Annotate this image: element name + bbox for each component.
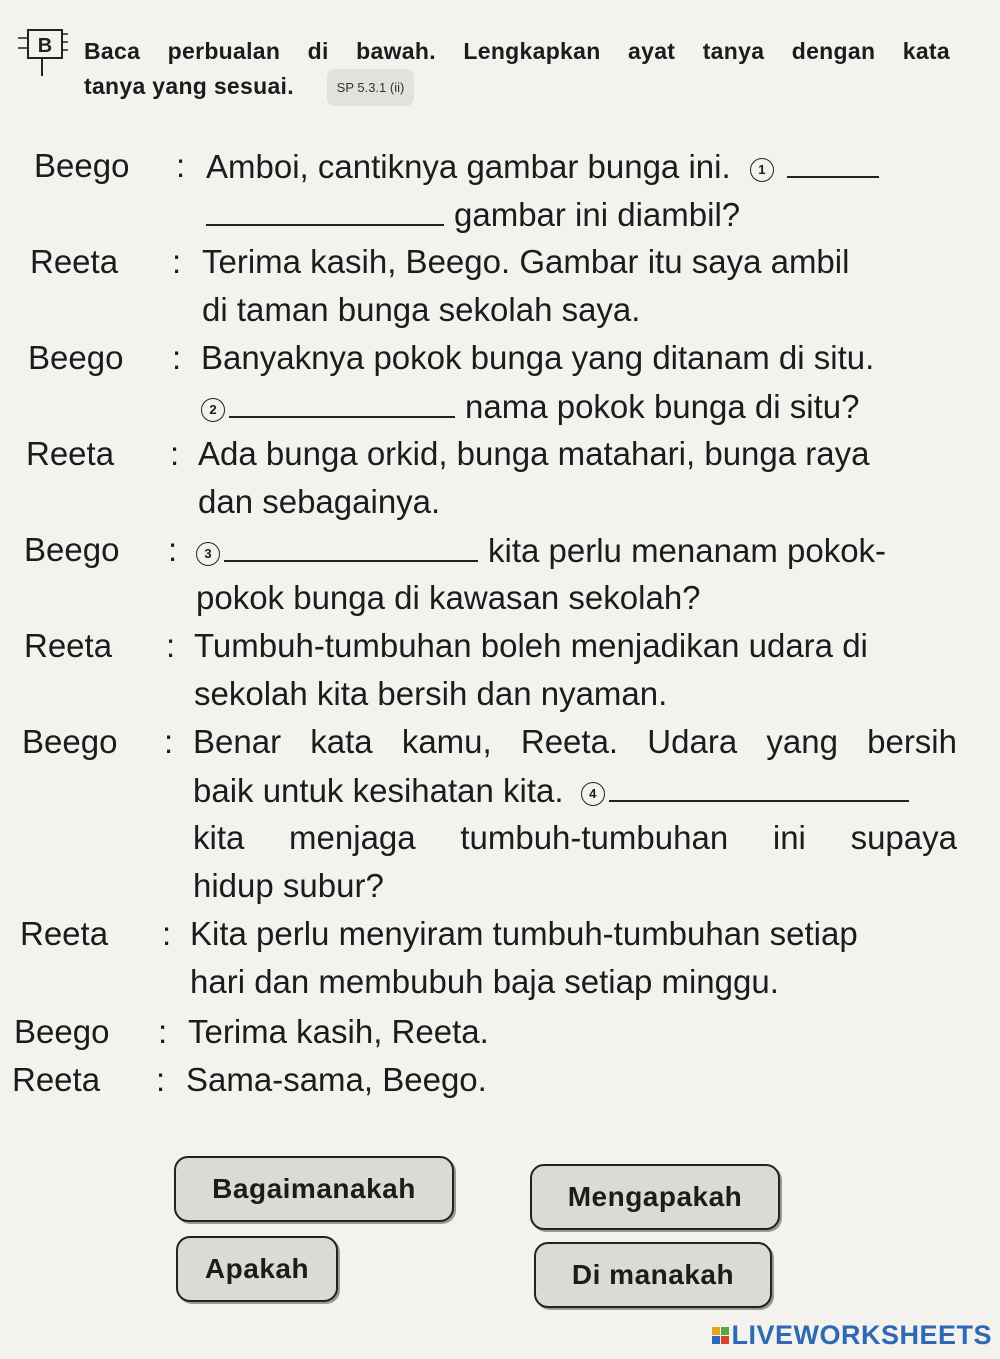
- speaker-name: Reeta: [12, 1061, 101, 1098]
- answer-blank-3[interactable]: [224, 530, 478, 562]
- dialogue-line: [196, 530, 886, 571]
- speaker-name: Beego: [24, 531, 120, 568]
- dialogue-text: Sama-sama, Beego.: [186, 1061, 487, 1098]
- speaker-name: Beego: [34, 147, 130, 184]
- colon: :: [172, 243, 182, 280]
- dialogue-text: pokok bunga di kawasan sekolah?: [196, 579, 701, 616]
- blank-number-marker: 1: [750, 158, 774, 182]
- dialogue-line: [206, 146, 879, 187]
- blank-number-marker: 2: [201, 398, 225, 422]
- speaker-name: Beego: [14, 1013, 110, 1050]
- speaker-name: Reeta: [24, 627, 113, 664]
- word-option-di-manakah[interactable]: Di manakah: [534, 1242, 772, 1308]
- dialogue-text: Kita perlu menyiram tumbuh-tumbuhan setiap: [190, 915, 858, 952]
- dialogue-text: hidup subur?: [193, 867, 384, 904]
- dialogue-text: di taman bunga sekolah saya.: [202, 291, 641, 328]
- liveworksheets-logo: [712, 1320, 992, 1351]
- colon: :: [158, 1013, 168, 1050]
- speaker-name: Beego: [28, 339, 124, 376]
- dialogue-line: [193, 770, 909, 811]
- liveworksheets-logo-icon: [712, 1327, 729, 1344]
- answer-blank-1-cont[interactable]: [206, 194, 444, 226]
- dialogue-text: Terima kasih, Beego. Gambar itu saya ambil: [202, 243, 850, 280]
- instruction-line-2: tanya yang sesuai.: [84, 73, 294, 99]
- speaker-name: Beego: [22, 723, 118, 760]
- instruction-line-1: Baca perbualan di bawah. Lengkapkan ayat tanya dengan kata: [84, 38, 950, 64]
- word-option-mengapakah[interactable]: Mengapakah: [530, 1164, 780, 1230]
- colon: :: [176, 147, 186, 184]
- colon: :: [172, 339, 182, 376]
- blank-number-marker: 3: [196, 542, 220, 566]
- dialogue-line: [201, 386, 859, 427]
- dialogue-text: dan sebagainya.: [198, 483, 441, 520]
- colon: :: [168, 531, 178, 568]
- word-option-apakah[interactable]: Apakah: [176, 1236, 338, 1302]
- dialogue-text: Terima kasih, Reeta.: [188, 1013, 489, 1050]
- dialogue-text: Ada bunga orkid, bunga matahari, bunga raya: [198, 435, 870, 472]
- dialogue-text: Banyaknya pokok bunga yang ditanam di situ.: [201, 339, 875, 376]
- dialogue-text: Tumbuh-tumbuhan boleh menjadikan udara di: [194, 627, 868, 664]
- speaker-name: Reeta: [20, 915, 109, 952]
- dialogue-text: Benar kata kamu, Reeta. Udara yang bersih: [193, 723, 957, 760]
- dialogue-line: [206, 194, 740, 235]
- colon: :: [170, 435, 180, 472]
- dialogue-text: sekolah kita bersih dan nyaman.: [194, 675, 668, 712]
- answer-blank-4[interactable]: [609, 770, 909, 802]
- speaker-name: Reeta: [26, 435, 115, 472]
- dialogue-text: gambar ini diambil?: [454, 196, 741, 233]
- blank-number-marker: 4: [581, 782, 605, 806]
- curriculum-code-badge: SP 5.3.1 (ii): [327, 69, 415, 106]
- answer-blank-2[interactable]: [229, 386, 455, 418]
- dialogue-text: kita perlu menanam pokok-: [488, 532, 887, 569]
- colon: :: [164, 723, 174, 760]
- colon: :: [156, 1061, 166, 1098]
- dialogue-text: nama pokok bunga di situ?: [465, 388, 860, 425]
- section-b-signpost-icon: [14, 26, 70, 78]
- section-letter: B: [37, 35, 53, 57]
- word-option-bagaimanakah[interactable]: Bagaimanakah: [174, 1156, 454, 1222]
- instruction: [84, 34, 964, 106]
- colon: :: [162, 915, 172, 952]
- dialogue-text: kita menjaga tumbuh-tumbuhan ini supaya: [193, 819, 957, 856]
- speaker-name: Reeta: [30, 243, 119, 280]
- logo-text: LIVEWORKSHEETS: [731, 1320, 992, 1350]
- answer-blank-1[interactable]: [787, 146, 879, 178]
- dialogue-text: Amboi, cantiknya gambar bunga ini.: [206, 148, 731, 185]
- dialogue-text: baik untuk kesihatan kita.: [193, 772, 564, 809]
- dialogue-text: hari dan membubuh baja setiap minggu.: [190, 963, 779, 1000]
- colon: :: [166, 627, 176, 664]
